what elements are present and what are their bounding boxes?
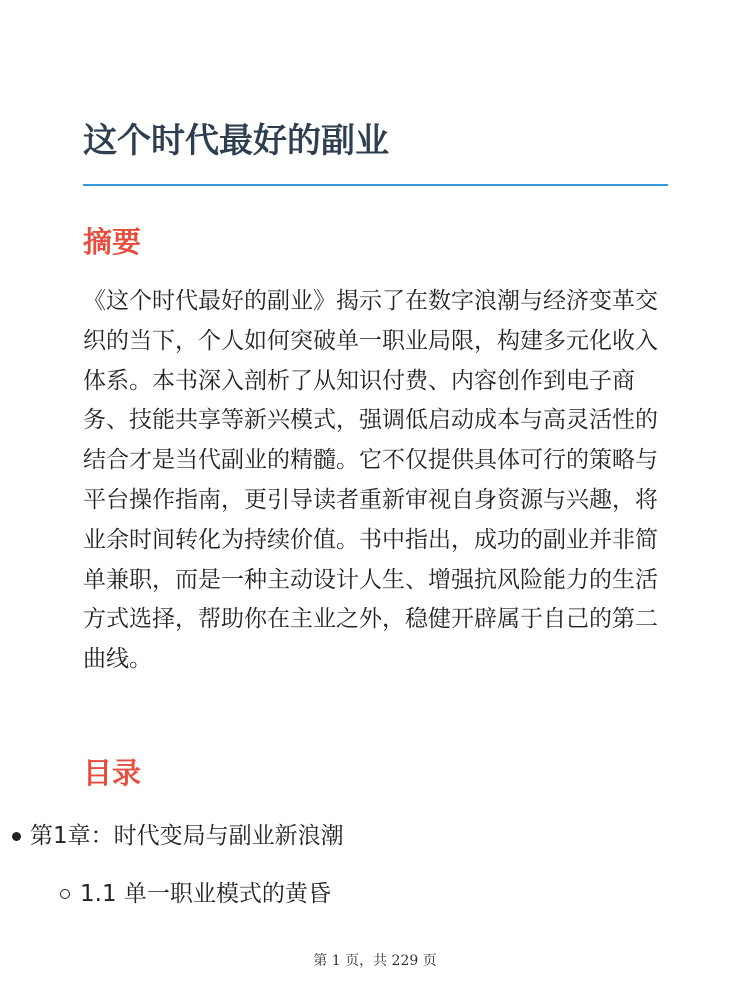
summary-heading: 摘要	[83, 225, 142, 259]
page-footer: 第 1 页，共 229 页	[313, 953, 437, 969]
toc-item-chapter-1	[30, 820, 344, 852]
bullet-circle-icon	[60, 889, 70, 899]
toc-item-label: 第1章：时代变局与副业新浪潮	[30, 823, 344, 849]
summary-paragraph: 《这个时代最好的副业》揭示了在数字浪潮与经济变革交织的当下，个人如何突破单一职业局限，构建多元化收入体系。本书深入剖析了从知识付费、内容创作到电子商务、技能共享等新兴模式，强调低启动成本与高灵活性的结合才是当代副业的精髓。它不仅提供具体可行的策略与平台操作指南，更引导读者重新审视自身资源与兴趣，将业余时间转化为持续价值。书中指出，成功的副业并非简单兼职，而是一种主动设计人生、增强抗风险能力的生活方式选择，帮助你在主业之外，稳健开辟属于自己的第二曲线。	[83, 288, 658, 673]
title-divider	[83, 184, 668, 186]
document-title: 这个时代最好的副业	[83, 121, 389, 161]
bullet-disc-icon	[12, 832, 21, 841]
toc-item-section-1-1	[80, 878, 331, 910]
toc-heading: 目录	[83, 756, 142, 790]
toc-item-label: 1.1 单一职业模式的黄昏	[80, 881, 331, 907]
